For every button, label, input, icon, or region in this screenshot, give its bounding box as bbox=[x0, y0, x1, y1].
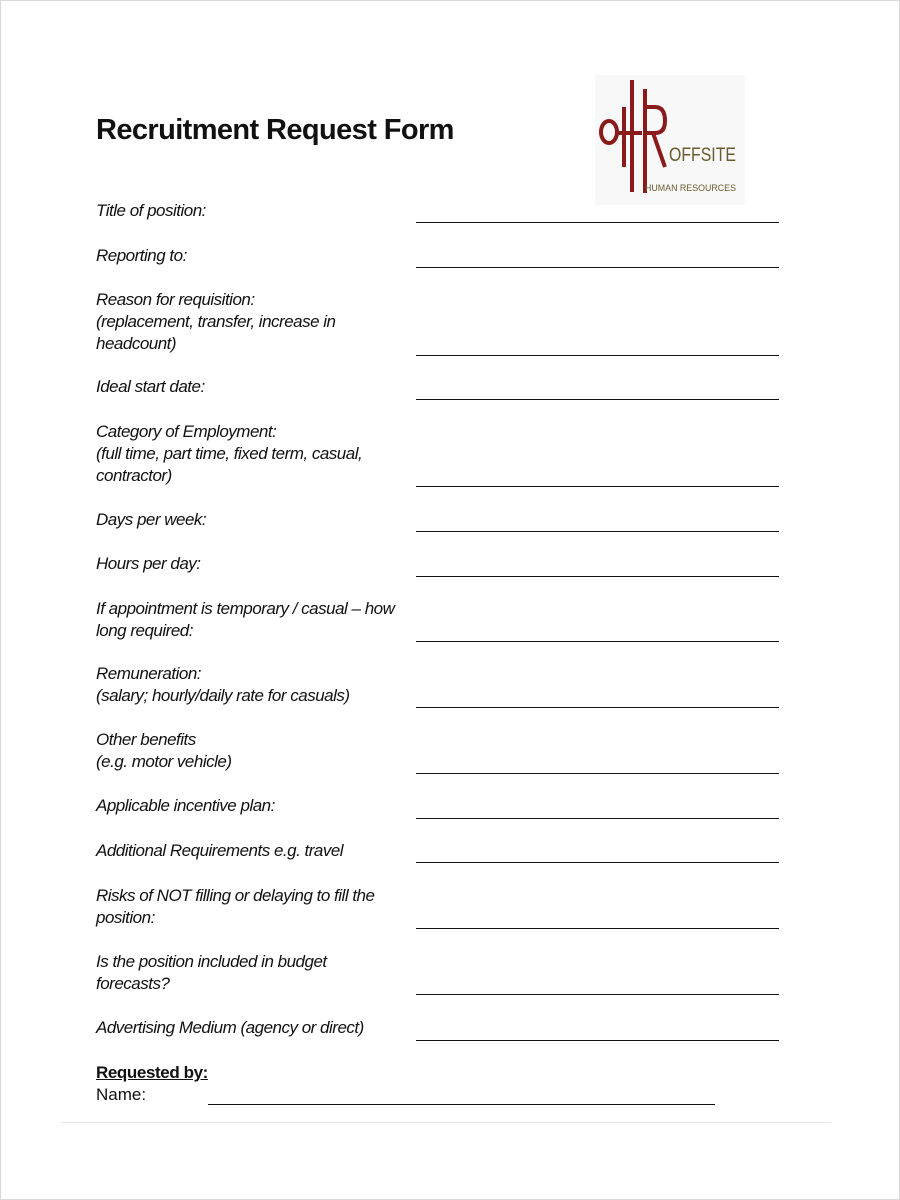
field-label: Additional Requirements e.g. travel bbox=[96, 841, 344, 860]
name-field-line[interactable] bbox=[208, 1104, 715, 1105]
field-label: Advertising Medium (agency or direct) bbox=[96, 1018, 364, 1037]
field-input-line[interactable] bbox=[416, 399, 779, 400]
field-input-line[interactable] bbox=[416, 707, 779, 708]
field-label: Title of position: bbox=[96, 201, 206, 220]
field-label: Remuneration: (salary; hourly/daily rate for casuals) bbox=[96, 664, 350, 705]
field-label: Reporting to: bbox=[96, 246, 187, 265]
field-input-line[interactable] bbox=[416, 862, 779, 863]
field-label: Is the position included in budget forecasts? bbox=[96, 952, 327, 993]
ohr-logo-mark bbox=[595, 75, 745, 205]
field-input-line[interactable] bbox=[416, 928, 779, 929]
field-label: Hours per day: bbox=[96, 554, 201, 573]
field-input-line[interactable] bbox=[416, 818, 779, 819]
name-label: Name: bbox=[96, 1085, 147, 1104]
field-label: Reason for requisition: (replacement, transfer, increase in headcount) bbox=[96, 290, 336, 353]
field-label: Other benefits (e.g. motor vehicle) bbox=[96, 730, 232, 771]
field-input-line[interactable] bbox=[416, 994, 779, 995]
field-label: Applicable incentive plan: bbox=[96, 796, 275, 815]
field-label: Risks of NOT filling or delaying to fill the position: bbox=[96, 886, 375, 927]
field-input-line[interactable] bbox=[416, 531, 779, 532]
field-label: Days per week: bbox=[96, 510, 207, 529]
form-title: Recruitment Request Form bbox=[96, 114, 454, 146]
ohr-logo bbox=[595, 75, 745, 205]
field-input-line[interactable] bbox=[416, 1040, 779, 1041]
field-label: If appointment is temporary / casual – how long required: bbox=[96, 599, 395, 640]
page-divider bbox=[61, 1122, 831, 1123]
field-input-line[interactable] bbox=[416, 267, 779, 268]
field-input-line[interactable] bbox=[416, 486, 779, 487]
field-input-line[interactable] bbox=[416, 222, 779, 223]
logo-wordmark: OFFSITE bbox=[669, 145, 736, 166]
field-input-line[interactable] bbox=[416, 773, 779, 774]
field-label: Ideal start date: bbox=[96, 377, 205, 396]
field-input-line[interactable] bbox=[416, 576, 779, 577]
field-input-line[interactable] bbox=[416, 641, 779, 642]
requested-by-heading: Requested by: bbox=[96, 1063, 208, 1082]
field-label: Category of Employment: (full time, part time, fixed term, casual, contractor) bbox=[96, 422, 363, 485]
logo-subtitle: HUMAN RESOURCES bbox=[645, 183, 736, 194]
field-input-line[interactable] bbox=[416, 355, 779, 356]
